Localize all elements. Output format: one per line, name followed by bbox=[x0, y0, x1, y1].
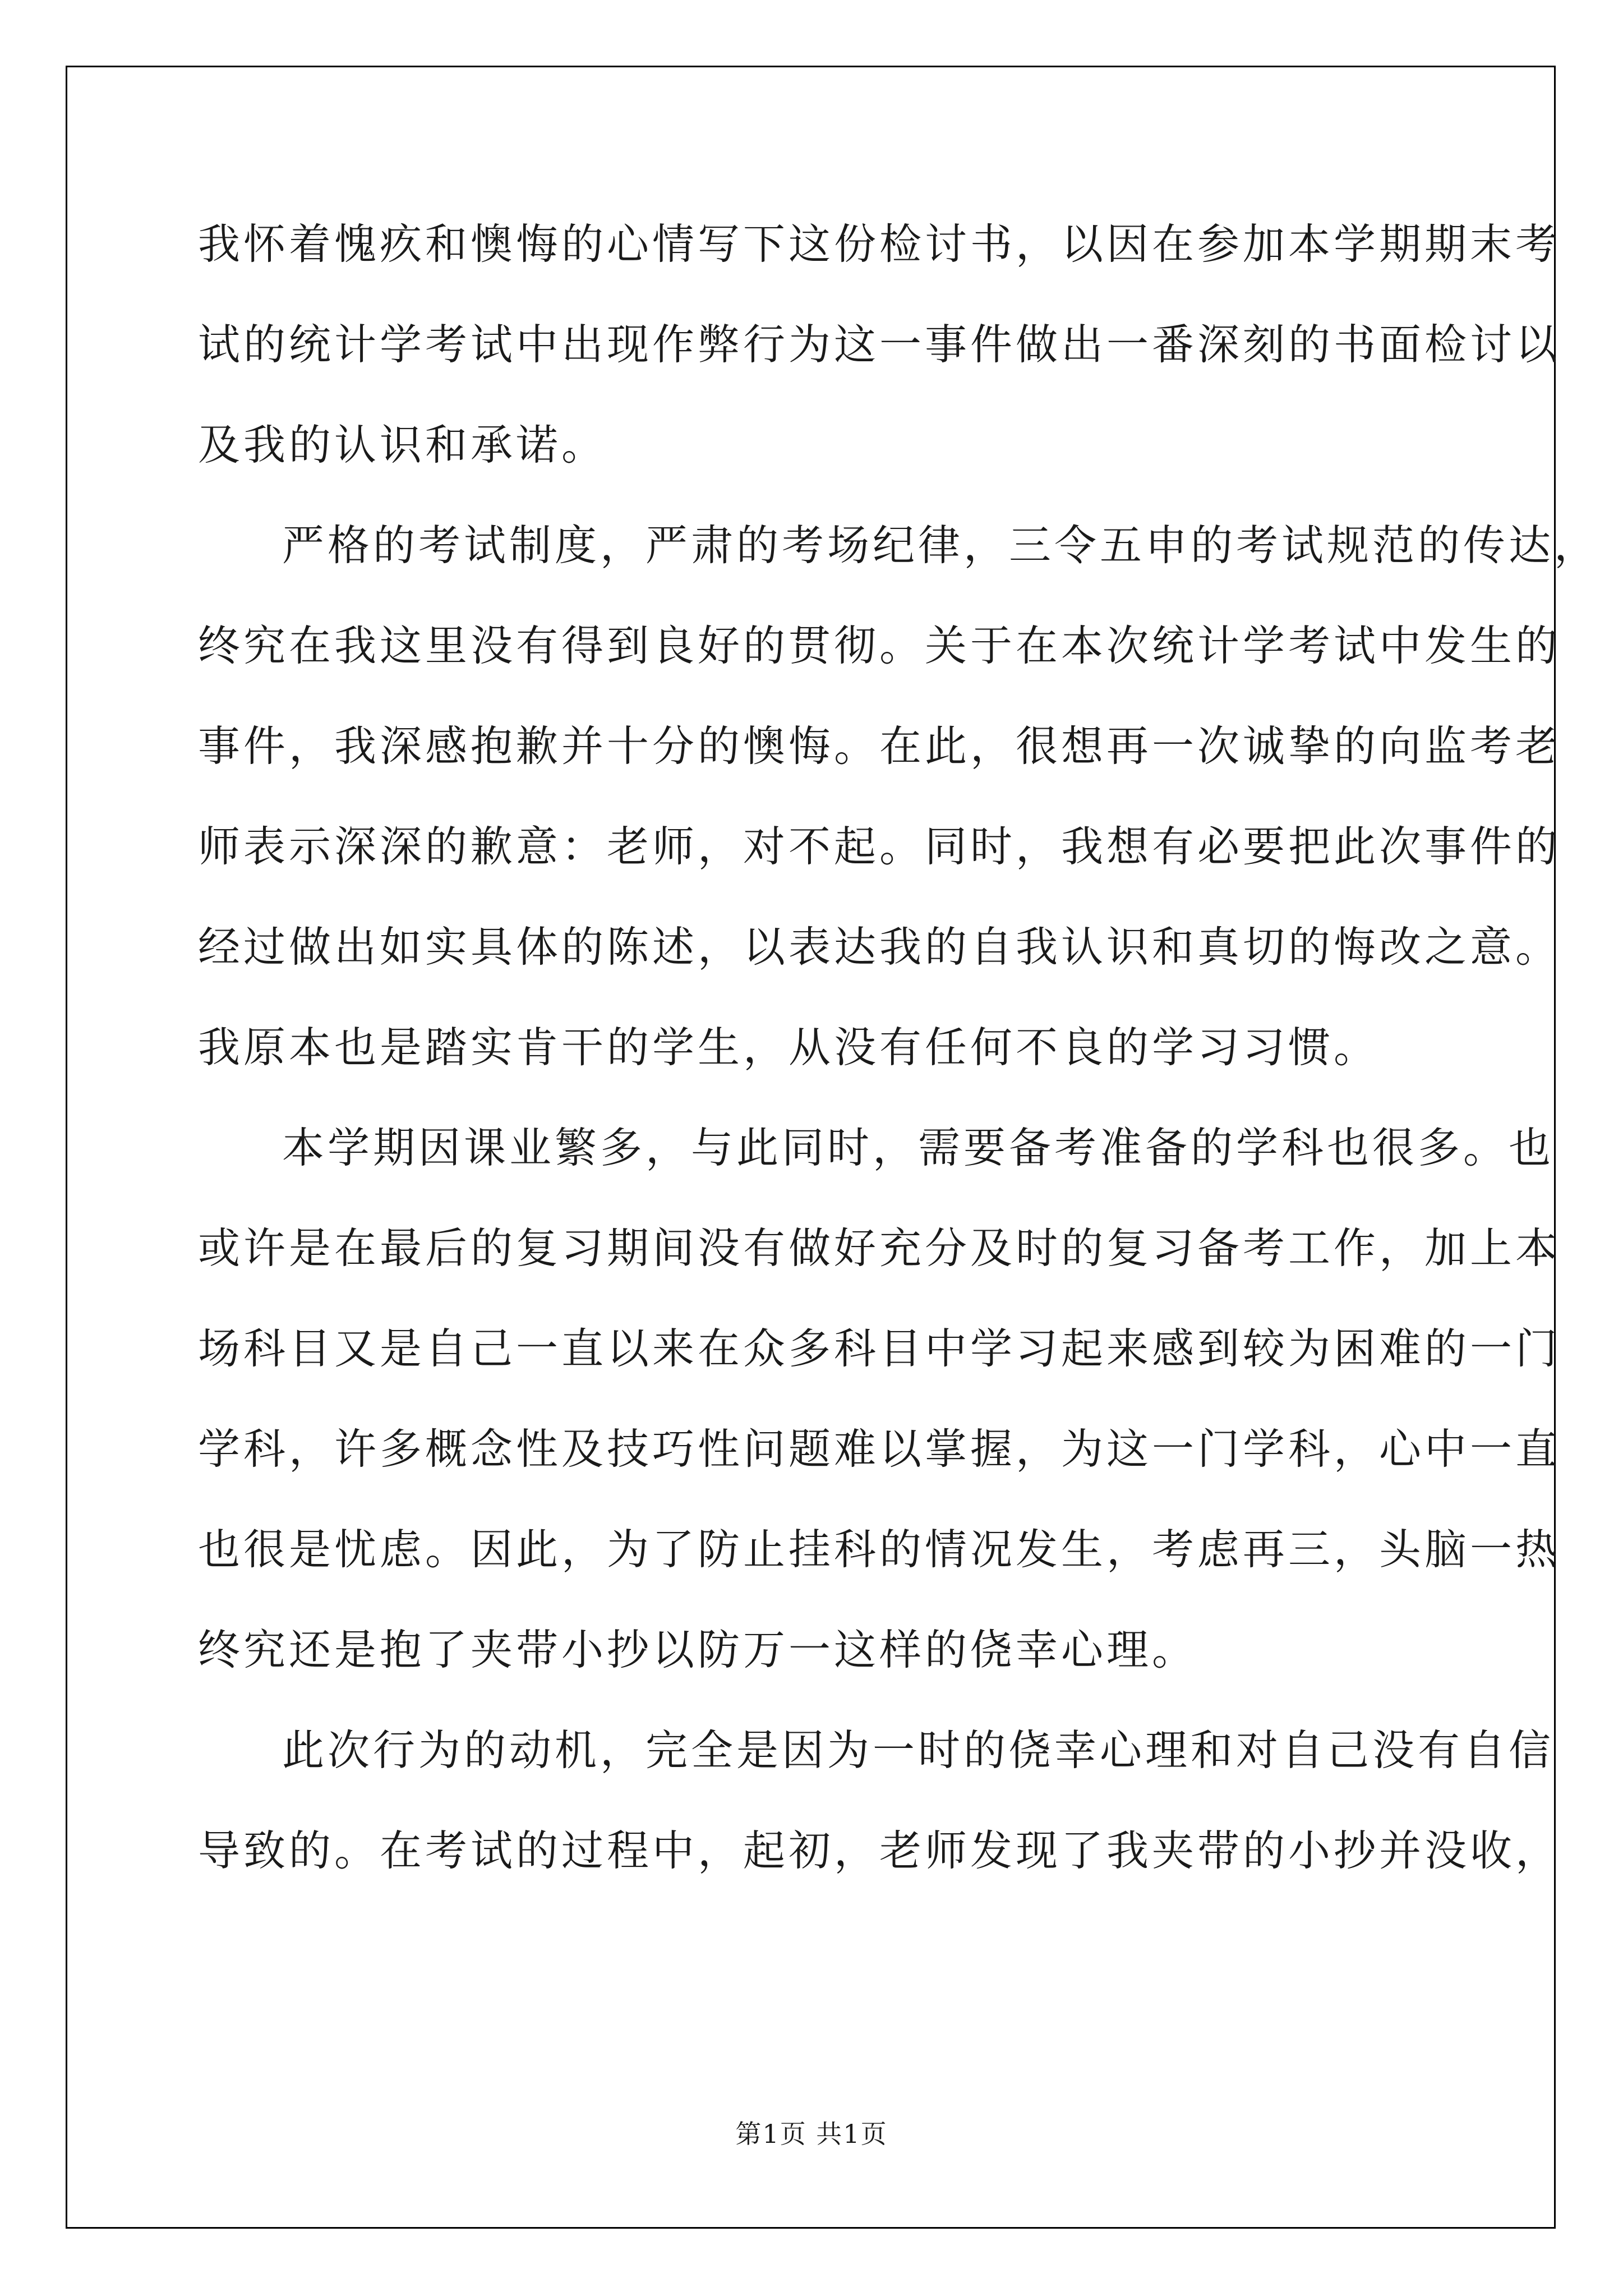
text-line: 学科，许多概念性及技巧性问题难以掌握，为这一门学科，心中一直 bbox=[198, 1424, 1561, 1474]
document-body bbox=[198, 194, 1600, 1901]
text-line: 试的统计学考试中出现作弊行为这一事件做出一番深刻的书面检讨以 bbox=[198, 320, 1561, 369]
text-line: 经过做出如实具体的陈述，以表达我的自我认识和真切的悔改之意。 bbox=[198, 922, 1561, 972]
text-line: 我怀着愧疚和懊悔的心情写下这份检讨书，以因在参加本学期期末考 bbox=[198, 219, 1561, 269]
text-line: 也很是忧虑。因此，为了防止挂科的情况发生，考虑再三，头脑一热 bbox=[198, 1525, 1561, 1574]
text-line: 此次行为的动机，完全是因为一时的侥幸心理和对自己没有自信 bbox=[282, 1726, 1555, 1775]
page-number-footer: 第1页 共1页 bbox=[735, 2119, 888, 2149]
text-line: 我原本也是踏实肯干的学生，从没有任何不良的学习习惯。 bbox=[198, 1023, 1380, 1072]
paragraph-3 bbox=[198, 1098, 1561, 1700]
text-line: 或许是在最后的复习期间没有做好充分及时的复习备考工作，加上本 bbox=[198, 1223, 1561, 1273]
text-line: 严格的考试制度，严肃的考场纪律，三令五申的考试规范的传达， bbox=[282, 521, 1600, 570]
text-line: 事件，我深感抱歉并十分的懊悔。在此，很想再一次诚挚的向监考老 bbox=[198, 721, 1561, 771]
paragraph-4 bbox=[198, 1700, 1561, 1901]
text-line: 终究在我这里没有得到良好的贯彻。关于在本次统计学考试中发生的 bbox=[198, 621, 1561, 670]
text-line: 师表示深深的歉意：老师，对不起。同时，我想有必要把此次事件的 bbox=[198, 822, 1561, 871]
text-line: 终究还是抱了夹带小抄以防万一这样的侥幸心理。 bbox=[198, 1625, 1198, 1674]
text-line: 及我的认识和承诺。 bbox=[198, 420, 607, 470]
text-line: 场科目又是自己一直以来在众多科目中学习起来感到较为困难的一门 bbox=[198, 1324, 1561, 1373]
paragraph-1 bbox=[198, 194, 1561, 495]
text-line: 本学期因课业繁多，与此同时，需要备考准备的学科也很多。也 bbox=[282, 1123, 1555, 1172]
paragraph-2 bbox=[198, 495, 1600, 1098]
text-line: 导致的。在考试的过程中，起初，老师发现了我夹带的小抄并没收， bbox=[198, 1826, 1561, 1875]
